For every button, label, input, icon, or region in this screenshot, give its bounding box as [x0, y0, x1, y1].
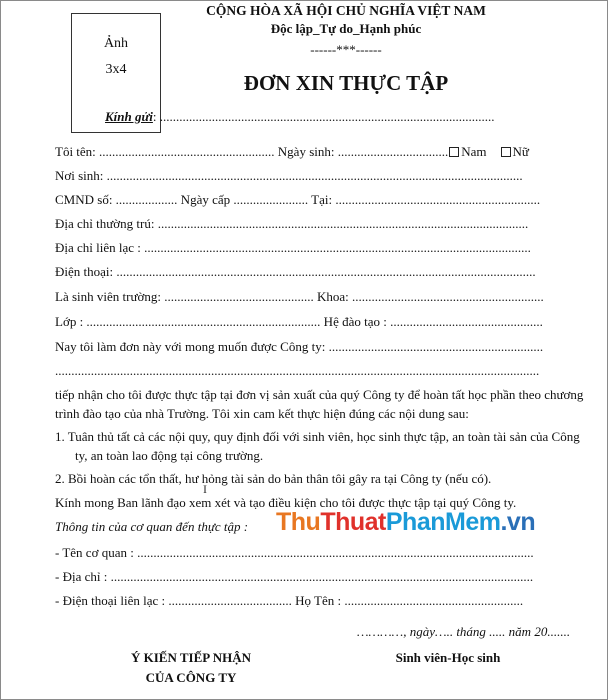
gender-female-label: Nữ	[512, 144, 529, 159]
commitment-item-1: 1. Tuân thủ tất cả các nội quy, quy định đối với sinh viên, học sinh thực tập, an toàn tài sản của Công	[55, 429, 580, 444]
kinh-gui-line	[105, 109, 495, 125]
closing-sentence: Kính mong Ban lãnh đạo xem xét và tạo điều kiện cho tôi được thực tập tại quý Công ty.	[55, 495, 517, 510]
permanent-address-line: Địa chỉ thường trú: ..................................................................................................................	[55, 216, 529, 231]
company-phone-contact-line: - Điện thoại liên lạc : ...................................... Họ Tên : .......................................................	[55, 593, 524, 608]
student-signature-heading: Sinh viên-Học sinh	[395, 650, 501, 665]
watermark-logo: ThuThuatPhanMem.vn	[276, 508, 536, 536]
checkbox-male[interactable]	[449, 147, 459, 157]
company-name-line: - Tên cơ quan : ..........................................................................................................................	[55, 545, 534, 560]
body-paragraph-line-1: tiếp nhận cho tôi được thực tập tại đơn vị sản xuất của quý Công ty để hoàn tất học phần theo chương	[55, 387, 584, 402]
kinh-gui-fill: : .......................................................................................................	[152, 109, 495, 124]
blank-fill-line: .....................................................................................................................................................	[55, 363, 540, 378]
header-separator: ------***------	[310, 42, 382, 57]
photo-label: Ảnh	[103, 36, 129, 51]
company-address-line: - Địa chỉ : ..................................................................................................................................	[55, 569, 534, 584]
name-field-text: Tôi tên: ...................................................... Ngày sinh: ..................................	[55, 144, 449, 159]
commitment-item-1-cont: ty, an toàn lao động tại công trường.	[75, 448, 264, 463]
phone-line: Điện thoại: .................................................................................................................................	[55, 264, 536, 279]
commitment-item-2: 2. Bồi hoàn các tổn thất, hư hỏng tài sản do bản thân tôi gây ra tại Công ty (nếu có).	[55, 471, 492, 486]
class-training-line: Lớp : ........................................................................ Hệ đào tạo : ...............................................	[55, 314, 543, 329]
company-opinion-heading: Ý KIẾN TIẾP NHẬN	[130, 650, 252, 665]
checkbox-female[interactable]	[501, 147, 511, 157]
text-cursor-icon: I	[203, 482, 207, 496]
school-faculty-line: Là sinh viên trường: .............................................. Khoa: ...........................................................	[55, 289, 544, 304]
name-birthdate-line	[55, 144, 529, 160]
birthplace-line: Nơi sinh: ................................................................................................................................	[55, 168, 523, 183]
photo-size-label: 3x4	[105, 62, 127, 77]
company-opinion-heading-2: CỦA CÔNG TY	[145, 670, 237, 685]
company-info-title: Thông tin của cơ quan đến thực tập :	[55, 519, 249, 534]
request-line: Nay tôi làm đơn này với mong muốn được Công ty: ..................................................................	[55, 339, 544, 354]
date-line: …………, ngày….. tháng ..... năm 20.......	[357, 624, 571, 639]
kinh-gui-label: Kính gửi	[105, 109, 153, 124]
gender-male-label: Nam	[461, 144, 487, 159]
motto-heading: Độc lập_Tự do_Hạnh phúc	[270, 21, 422, 36]
body-paragraph-line-2: trình đào tạo của nhà Trường. Tôi xin cam kết thực hiện đúng các nội dung sau:	[55, 406, 469, 421]
contact-address-line: Địa chỉ liên lạc : .......................................................................................................................	[55, 240, 531, 255]
document-title: ĐƠN XIN THỰC TẬP	[243, 71, 449, 95]
nation-heading: CỘNG HÒA XÃ HỘI CHỦ NGHĨA VIỆT NAM	[206, 3, 486, 18]
id-card-line: CMND số: ................... Ngày cấp ....................... Tại: ...............................................................	[55, 192, 541, 207]
